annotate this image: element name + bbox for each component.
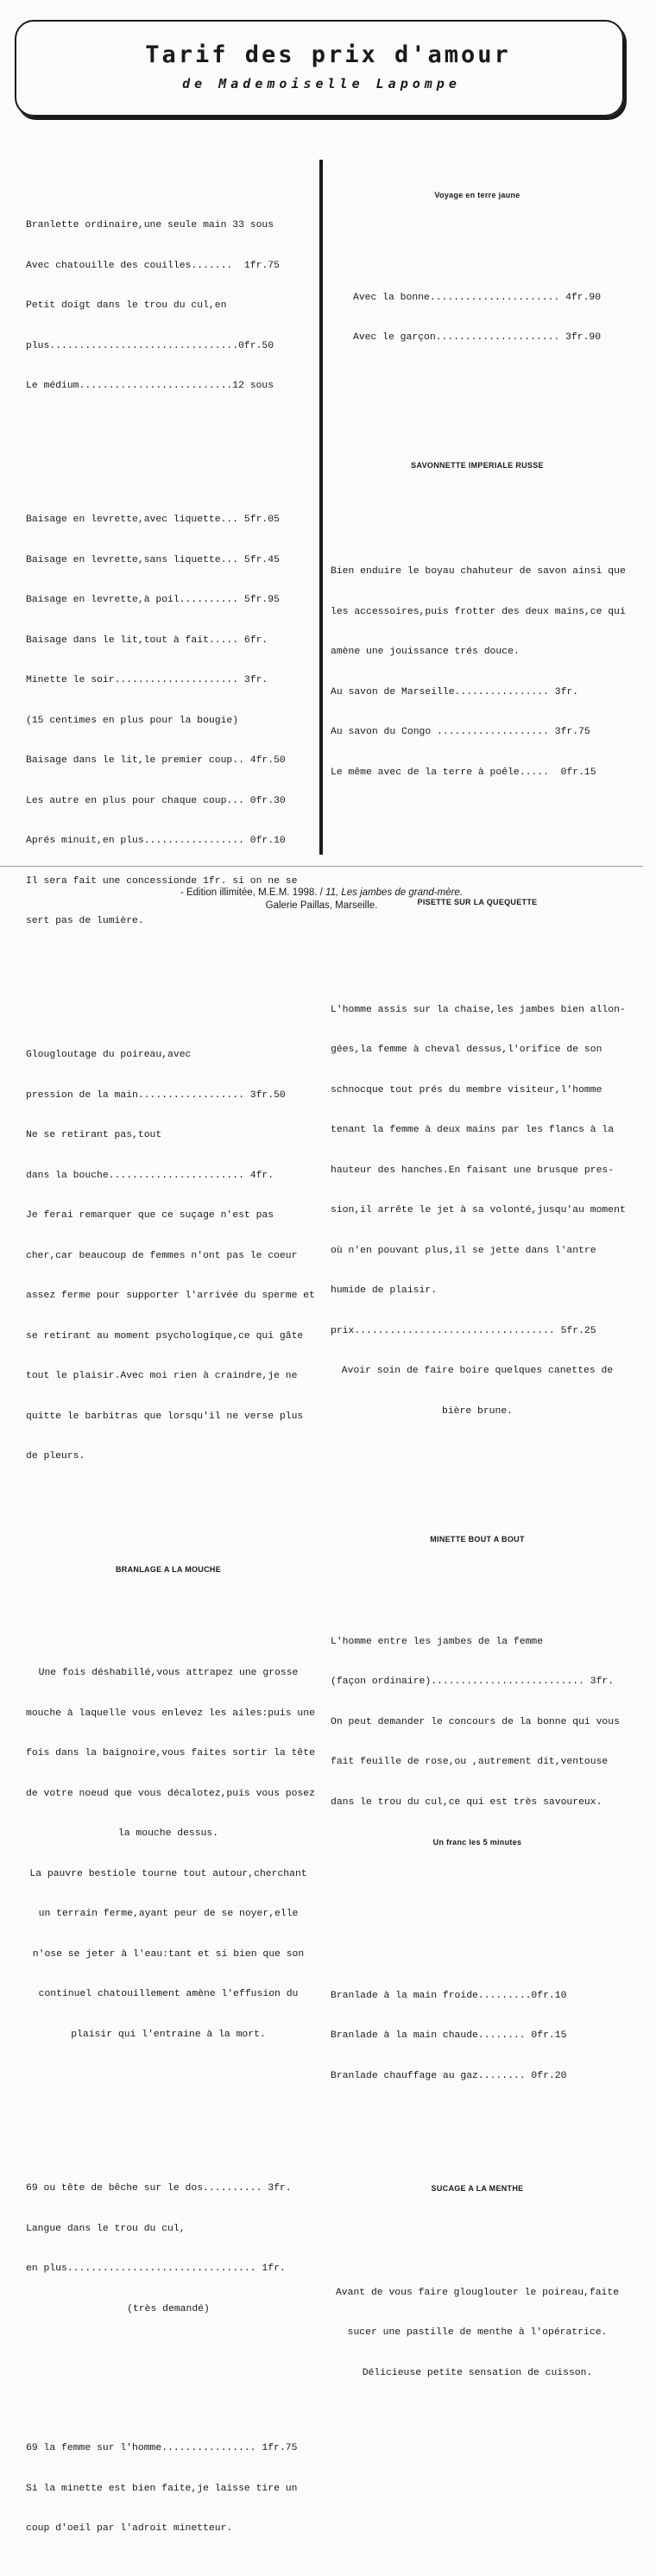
footer-collection: 11, Les jambes de grand-mère. [325, 887, 464, 898]
text-line: un terrain ferme,ayant peur de se noyer,elle [38, 1909, 299, 1919]
text-line: Avant de vous faire glouglouter le poireau,faite [335, 2287, 620, 2298]
price-line: Le même avec de la terre à poêle..... 0fr.15 [331, 767, 596, 778]
price-list-voyage [331, 265, 626, 372]
price-line: Glougloutage du poireau,avec [26, 1050, 192, 1060]
price-line: prix.................................. 5fr.25 [331, 1325, 596, 1336]
price-line: Branlade chauffage au gaz........ 0fr.20 [331, 2070, 567, 2081]
sucage-paragraph [331, 2260, 626, 2408]
text-line: se retirant au moment psychologique,ce qui gâte [26, 1330, 304, 1342]
text-line: tout le plaisir.Avec moi rien à craindre,je ne [26, 1371, 298, 1381]
note-line: sert pas de lumière. [26, 916, 144, 926]
section-title-voyage: Voyage en terre jaune [434, 191, 520, 199]
title-frame [15, 20, 624, 117]
price-list-baisage [26, 487, 315, 956]
price-line: Minette le soir..................... 3fr. [26, 675, 268, 685]
text-line: hauteur des hanches.En faisant une brusque pres- [331, 1165, 615, 1176]
text-line: cher,car beaucoup de femmes n'ont pas le coeur [26, 1250, 298, 1261]
text-line: Si la minette est bien faite,je laisse tire un [26, 2483, 298, 2494]
text-line: fois dans la baignoire,vous faites sortir la tête [26, 1748, 315, 1758]
text-line: L'homme assis sur la chaise,les jambes bien allon- [331, 1004, 626, 1015]
price-line: Aprés minuit,en plus................. 0fr.10 [26, 836, 286, 846]
column-divider [319, 160, 323, 855]
text-line: Délicieuse petite sensation de cuisson. [362, 2367, 593, 2378]
text-line: On peut demander le concours de la bonne qui vous [331, 1716, 620, 1727]
branlage-paragraph [26, 1640, 315, 2068]
price-line: Branlette ordinaire,une seule main 33 sous [26, 220, 274, 230]
price-line: Petit doigt dans le trou du cul,en [26, 300, 227, 311]
section-title-branlage: BRANLAGE A LA MOUCHE [116, 1564, 221, 1574]
text-line: n'ose se jeter à l'eau:tant et si bien que son [32, 1948, 305, 1960]
text-line: sucer une pastille de menthe à l'opératrice. [347, 2327, 608, 2338]
pisette-paragraph [331, 977, 626, 1446]
price-line: Au savon du Congo ................... 3fr.75 [331, 727, 590, 737]
minette-note: Un franc les 5 minutes [432, 1838, 522, 1847]
note-line: bière brune. [441, 1405, 514, 1417]
price-line: Avec le garçon..................... 3fr.90 [353, 332, 602, 343]
text-line: L'homme entre les jambes de la femme [331, 1636, 544, 1647]
price-list-branlade [331, 1963, 626, 2111]
text-line: plaisir qui l'entraine à la mort. [71, 2029, 266, 2040]
text-line: de pleurs. [26, 1451, 85, 1462]
price-line: Le médium..........................12 sous [26, 381, 274, 391]
text-line: schnocque tout prés du membre visiteur,l'homme [331, 1084, 602, 1095]
text-line: La pauvre bestiole tourne tout autour,cherchant [29, 1868, 307, 1879]
text-line: tenant la femme à deux mains par les flancs à la [331, 1125, 615, 1135]
price-line: Baisage dans le lit,le premier coup.. 4fr.50 [26, 755, 286, 766]
text-line: Une fois déshabillé,vous attrapez une grosse [38, 1668, 299, 1678]
price-line: Branlade à la main froide.........0fr.10 [331, 1990, 567, 2001]
text-line: Bien enduire le boyau chahuteur de savon ainsi que [331, 566, 626, 577]
price-line: Les autre en plus pour chaque coup... 0fr.30 [26, 795, 286, 806]
text-line: continuel chatouillement amène l'effusion du [38, 1989, 299, 1999]
text-line: mouche à laquelle vous enlevez les ailes:puis une [26, 1708, 315, 1719]
section-title-sucage: SUCAGE A LA MENTHE [431, 2184, 524, 2193]
price-line: (façon ordinaire).......................... 3fr. [331, 1676, 615, 1687]
price-line: Branlade à la main chaude........ 0fr.15 [331, 2030, 567, 2041]
price-line: Langue dans le trou du cul, [26, 2223, 186, 2234]
minette-paragraph [331, 1609, 626, 1877]
text-line: gées,la femme à cheval dessus,l'orifice de son [331, 1045, 602, 1055]
text-line: sion,il arrête le jet à sa volonté,jusqu'au moment [331, 1205, 626, 1215]
text-line: la mouche dessus. [117, 1828, 219, 1839]
price-line: Avec chatouille des couilles....... 1fr.75 [26, 260, 280, 271]
footer-line-2: Galerie Paillas, Marseille. [265, 900, 378, 911]
price-list-branlette [26, 193, 315, 420]
note-line: (très demandé) [127, 2303, 210, 2314]
price-line: dans la bouche....................... 4fr. [26, 1170, 274, 1181]
footer-rule [0, 866, 643, 867]
price-line: pression de la main.................. 3fr.50 [26, 1089, 286, 1101]
footer [0, 887, 643, 912]
page-title: Tarif des prix d'amour [145, 41, 511, 68]
text-line: assez ferme pour supporter l'arrivée du sperme et [26, 1291, 315, 1301]
price-line: Baisage dans le lit,tout à fait..... 6fr. [26, 635, 268, 646]
price-line: Baisage en levrette,à poil.......... 5fr.95 [26, 595, 280, 605]
text-line: où n'en pouvant plus,il se jette dans l'antre [331, 1245, 596, 1256]
savonnette-paragraph [331, 539, 626, 806]
text-line: de votre noeud que vous décalotez,puis vous posez [26, 1788, 315, 1799]
text-line: fait feuille de rose,ou ,autrement dit,ventouse [331, 1757, 609, 1767]
text-line: amène une jouissance trés douce. [331, 647, 520, 657]
note-line: Avoir soin de faire boire quelques canettes de [341, 1366, 614, 1376]
section-title-pisette: PISETTE SUR LA QUEQUETTE [417, 898, 538, 906]
footer-edition: - Edition illimitée, M.E.M. 1998. / [180, 887, 326, 898]
price-line: Baisage en levrette,avec liquette... 5fr.05 [26, 515, 280, 525]
text-line: humide de plaisir. [331, 1285, 438, 1296]
price-list-glougloutage [26, 1022, 315, 1491]
text-line: Je ferai remarquer que ce suçage n'est pas [26, 1210, 274, 1221]
left-column [26, 166, 315, 2576]
note-line: Il sera fait une concessionde 1fr. si on ne se [26, 875, 298, 887]
footer-line-1 [0, 887, 643, 900]
price-line: Baisage en levrette,sans liquette... 5fr.45 [26, 554, 280, 565]
price-list-69a [26, 2156, 315, 2343]
page-subtitle: de Mademoiselle Lapompe [182, 76, 461, 92]
note-line: (15 centimes en plus pour la bougie) [26, 715, 239, 726]
text-line: dans le trou du cul,ce qui est très savoureux. [331, 1796, 602, 1808]
price-line: plus................................0fr.50 [26, 340, 274, 351]
price-line: 69 ou tête de bêche sur le dos.......... 3fr. [26, 2183, 292, 2194]
price-line: Avec la bonne...................... 4fr.90 [353, 292, 602, 303]
price-line: 69 la femme sur l'homme................ 1fr.75 [26, 2443, 298, 2453]
section-title-minette: MINETTE BOUT A BOUT [430, 1535, 525, 1544]
price-line: Ne se retirant pas,tout [26, 1130, 162, 1140]
price-line: Au savon de Marseille................ 3fr. [331, 686, 579, 698]
price-line: en plus................................ 1fr. [26, 2263, 286, 2274]
text-line: quitte le barbitras que lorsqu'il ne verse plus [26, 1411, 304, 1422]
price-list-69b [26, 2415, 315, 2563]
text-line: coup d'oeil par l'adroit minetteur. [26, 2523, 233, 2534]
section-title-savonnette: SAVONNETTE IMPERIALE RUSSE [411, 460, 544, 470]
text-line: les accessoires,puis frotter des deux mains,ce qui [331, 606, 626, 617]
right-column [331, 162, 626, 2421]
